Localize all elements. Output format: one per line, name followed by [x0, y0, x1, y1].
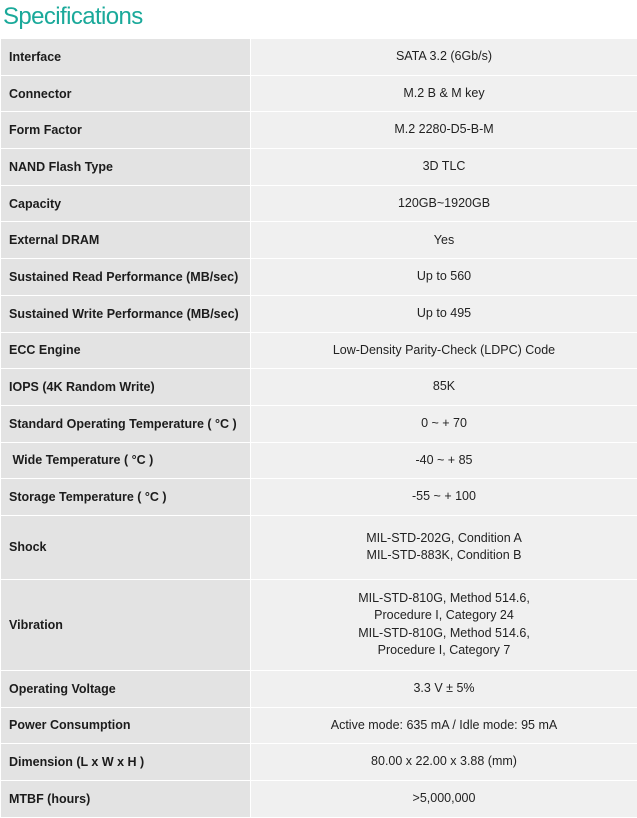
spec-value-line: M.2 2280-D5-B-M: [394, 122, 494, 137]
spec-value-line: 3D TLC: [422, 159, 466, 174]
spec-label: Sustained Write Performance (MB/sec): [1, 295, 251, 332]
spec-value-line: M.2 B & M key: [403, 85, 485, 100]
spec-value-line: Yes: [433, 232, 455, 247]
spec-row: [1, 744, 637, 781]
spec-value: [251, 149, 637, 186]
spec-value-line: 80.00 x 22.00 x 3.88 (mm): [371, 754, 517, 769]
spec-value: [251, 579, 637, 670]
spec-label: Power Consumption: [1, 707, 251, 744]
spec-value-line: MIL-STD-810G, Method 514.6,: [358, 625, 530, 640]
spec-label: Capacity: [1, 185, 251, 222]
spec-label: Standard Operating Temperature ( °C ): [1, 405, 251, 442]
spec-value-line: MIL-STD-810G, Method 514.6,: [358, 590, 530, 605]
spec-row: [1, 442, 637, 479]
spec-value: [251, 515, 637, 579]
spec-value: [251, 185, 637, 222]
spec-value: [251, 707, 637, 744]
spec-label: Wide Temperature ( °C ): [1, 442, 251, 479]
spec-label: Storage Temperature ( °C ): [1, 479, 251, 516]
spec-label: Shock: [1, 515, 251, 579]
spec-row: [1, 75, 637, 112]
spec-row: [1, 707, 637, 744]
spec-row: [1, 670, 637, 707]
spec-value-line: -55 ~ + 100: [412, 489, 476, 504]
spec-row: [1, 39, 637, 76]
spec-value: [251, 39, 637, 76]
spec-row: [1, 479, 637, 516]
spec-label: External DRAM: [1, 222, 251, 259]
spec-value-line: 0 ~ + 70: [421, 415, 467, 430]
spec-row: [1, 222, 637, 259]
spec-value: [251, 222, 637, 259]
spec-row: [1, 332, 637, 369]
spec-value: [251, 670, 637, 707]
spec-row: [1, 149, 637, 186]
spec-value-line: Low-Density Parity-Check (LDPC) Code: [332, 342, 556, 357]
spec-value: [251, 744, 637, 781]
spec-label: NAND Flash Type: [1, 149, 251, 186]
spec-value: [251, 332, 637, 369]
spec-label: MTBF (hours): [1, 781, 251, 818]
specifications-table: [0, 38, 637, 818]
spec-value-line: Active mode: 635 mA / Idle mode: 95 mA: [330, 717, 558, 732]
spec-label: Connector: [1, 75, 251, 112]
spec-value: [251, 75, 637, 112]
spec-label: ECC Engine: [1, 332, 251, 369]
spec-value: [251, 295, 637, 332]
spec-value: [251, 259, 637, 296]
spec-row: [1, 112, 637, 149]
spec-value-line: -40 ~ + 85: [415, 452, 473, 467]
spec-value-line: >5,000,000: [412, 791, 476, 806]
spec-value: [251, 369, 637, 406]
spec-row: [1, 405, 637, 442]
spec-value: [251, 781, 637, 818]
spec-value-line: 3.3 V ± 5%: [413, 681, 475, 696]
spec-value-line: Up to 495: [416, 305, 472, 320]
spec-row: [1, 515, 637, 579]
spec-value-line: Up to 560: [416, 269, 472, 284]
spec-value-line: SATA 3.2 (6Gb/s): [395, 49, 493, 64]
spec-label: Interface: [1, 39, 251, 76]
spec-value: [251, 479, 637, 516]
spec-value-line: Procedure I, Category 24: [374, 608, 514, 623]
spec-label: Form Factor: [1, 112, 251, 149]
spec-value-line: Procedure I, Category 7: [377, 643, 511, 658]
spec-row: [1, 185, 637, 222]
spec-row: [1, 259, 637, 296]
page-title: Specifications: [3, 3, 143, 30]
spec-value-line: MIL-STD-202G, Condition A: [366, 530, 522, 545]
spec-value-line: 120GB~1920GB: [397, 195, 491, 210]
spec-row: [1, 295, 637, 332]
spec-value-line: 85K: [432, 379, 456, 394]
spec-value: [251, 112, 637, 149]
spec-label: Vibration: [1, 579, 251, 670]
spec-label: Sustained Read Performance (MB/sec): [1, 259, 251, 296]
specifications-table-body: [1, 39, 637, 818]
spec-label: IOPS (4K Random Write): [1, 369, 251, 406]
spec-row: [1, 579, 637, 670]
spec-value-line: MIL-STD-883K, Condition B: [366, 548, 522, 563]
spec-label: Dimension (L x W x H ): [1, 744, 251, 781]
spec-value: [251, 442, 637, 479]
spec-row: [1, 781, 637, 818]
spec-row: [1, 369, 637, 406]
spec-label: Operating Voltage: [1, 670, 251, 707]
spec-value: [251, 405, 637, 442]
